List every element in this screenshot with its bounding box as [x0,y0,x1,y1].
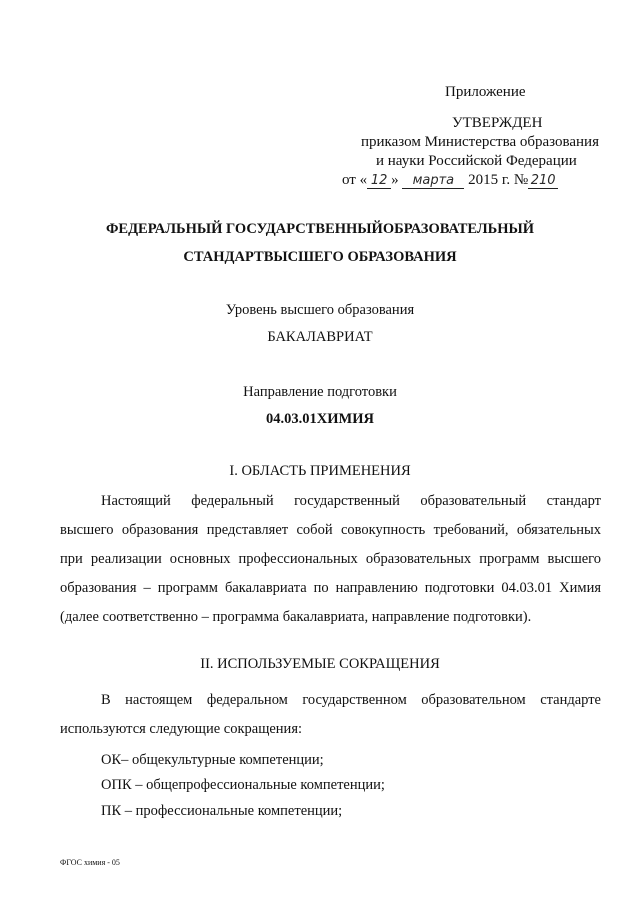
section2-line-2: используются следующие сокращения: [60,721,303,737]
title-line-2: СТАНДАРТВЫСШЕГО ОБРАЗОВАНИЯ [183,249,457,265]
section1-line-3: при реализации основных профессиональных образовательных программ высшего [60,551,601,567]
section1-line-4: образования – программ бакалавриата по направлению подготовки 04.03.01 Химия [60,580,601,596]
order-line-2: и науки Российской Федерации [376,153,577,169]
level-value: БАКАЛАВРИАТ [267,329,373,345]
section1-line-2: высшего образования представляет собой совокупность требований, обязательных [60,522,601,538]
order-line-1: приказом Министерства образования [361,134,599,150]
section2-heading: II. ИСПОЛЬЗУЕМЫЕ СОКРАЩЕНИЯ [200,656,440,672]
abbreviation-item-opk: ОПК – общепрофессиональные компетенции; [101,777,385,793]
order-number-handwritten: 210 [528,174,558,189]
appendix-label: Приложение [445,84,526,100]
section2-paragraph [60,686,601,744]
abbreviation-item-pk: ПК – профессиональные компетенции; [101,803,343,819]
title-line-1: ФЕДЕРАЛЬНЫЙ ГОСУДАРСТВЕННЫЙОБРАЗОВАТЕЛЬНЫЙ [105,221,535,237]
date-month-handwritten: марта [402,174,464,189]
approved-label: УТВЕРЖДЕН [452,115,543,131]
direction-label: Направление подготовки [243,384,397,400]
section1-heading: I. ОБЛАСТЬ ПРИМЕНЕНИЯ [229,463,411,479]
date-day-handwritten: 12 [367,174,391,189]
section1-paragraph [60,487,601,632]
direction-value: 04.03.01ХИМИЯ [266,411,374,427]
date-year: 2015 г. № [468,172,529,188]
level-label: Уровень высшего образования [225,302,415,318]
abbreviation-item-ok: ОК– общекультурные компетенции; [101,752,324,768]
section2-line-1: В настоящем федеральном государственном образовательном стандарте [101,692,601,708]
date-mid: » [391,172,399,188]
order-date-line [342,171,558,190]
date-prefix: от « [342,172,368,188]
section1-line-5: (далее соответственно – программа бакалавриата, направление подготовки). [60,609,532,625]
footer-label: ФГОС химия - 05 [60,858,120,867]
section1-line-1: Настоящий федеральный государственный образовательный стандарт [101,493,601,509]
